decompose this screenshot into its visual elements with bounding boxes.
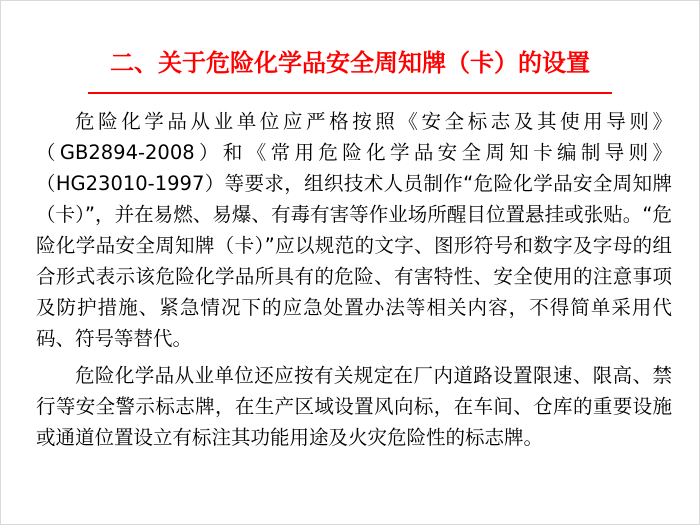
page-title: 二、关于危险化学品安全周知牌（卡）的设置 (110, 49, 590, 77)
paragraph: 危险化学品从业单位还应按有关规定在厂内道路设置限速、限高、禁行等安全警示标志牌，在生产区域设置风向标，在车间、仓库的重要设施或通道位置设立有标注其功能用途及火灾危险性的标志牌。 (36, 364, 672, 449)
title-underline (88, 92, 612, 94)
body-text (36, 106, 672, 453)
paragraph: 危险化学品从业单位应严格按照《安全标志及其使用导则》（GB2894-2008）和《常用危险化学品安全周知卡编制导则》（HG23010-1997）等要求，组织技术人员制作“危险化学品安全周知牌（卡）”，并在易燃、易爆、有毒有害等作业场所醒目位置悬挂或张贴。“危险化学品安全周知牌（卡）”应以规范的文字、图形符号和数字及字母的组合形式表示该危险化学品所具有的危险、有害特性、安全使用的注意事项及防护措施、紧急情况下的应急处置办法等相关内容，不得简单采用代码、符号等替代。 (36, 110, 672, 350)
